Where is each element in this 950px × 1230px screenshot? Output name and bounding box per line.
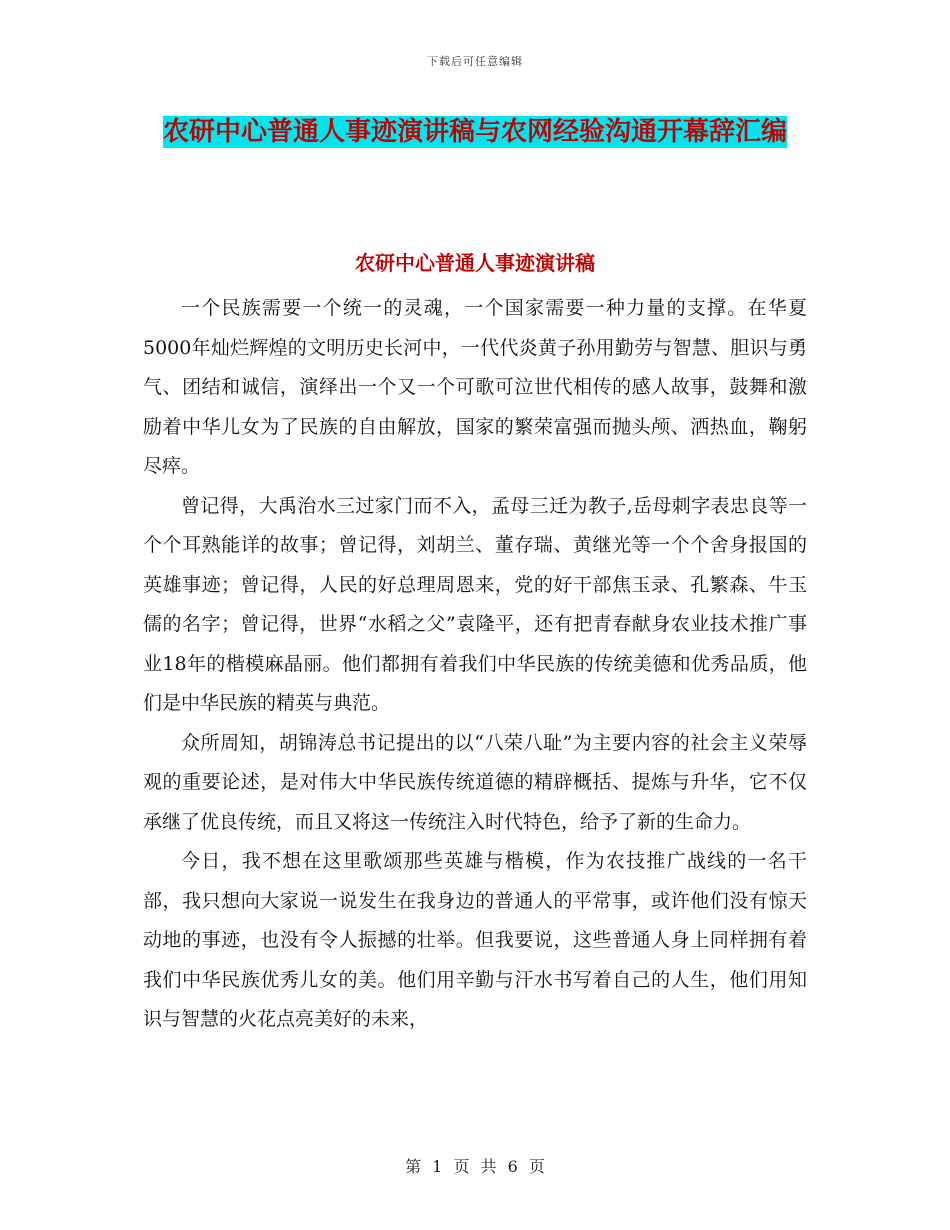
- body-paragraph: 一个民族需要一个统一的灵魂，一个国家需要一种力量的支撑。在华夏5000年灿烂辉煌的文明历史长河中，一代代炎黄子孙用勤劳与智慧、胆识与勇气、团结和诚信，演绎出一个又一个可歌可泣世代相传的感人故事，鼓舞和激励着中华儿女为了民族的自由解放，国家的繁荣富强而抛头颅、洒热血，鞠躬尽瘁。: [143, 297, 807, 477]
- body-paragraph: 众所周知，胡锦涛总书记提出的以“八荣八耻”为主要内容的社会主义荣辱观的重要论述，是对伟大中华民族传统道德的精辟概括、提炼与升华，它不仅承继了优良传统，而且又将这一传统注入时代特色，给予了新的生命力。: [143, 731, 807, 833]
- document-title-text: 农研中心普通人事迹演讲稿与农网经验沟通开幕辞汇编: [162, 117, 787, 147]
- page-footer-indicator: 第 1 页 共 6 页: [405, 1157, 545, 1176]
- page-header-note: 下载后可任意编辑: [427, 55, 523, 68]
- section-heading: 农研中心普通人事迹演讲稿: [355, 251, 595, 275]
- body-paragraph: 今日，我不想在这里歌颂那些英雄与楷模，作为农技推广战线的一名干部，我只想向大家说一说发生在我身边的普通人的平常事，或许他们没有惊天动地的事迹，也没有令人振撼的壮举。但我要说，这些普通人身上同样拥有着我们中华民族优秀儿女的美。他们用辛勤与汗水书写着自己的人生，他们用知识与智慧的火花点亮美好的未来，: [143, 850, 807, 1030]
- document-title: [120, 108, 830, 157]
- body-paragraph: 曾记得，大禹治水三过家门而不入，孟母三迁为教子,岳母刺字表忠良等一个个耳熟能详的故事；曾记得，刘胡兰、董存瑞、黄继光等一个个舍身报国的英雄事迹；曾记得，人民的好总理周恩来，党的好干部焦玉录、孔繁森、牛玉儒的名字；曾记得，世界“水稻之父”袁隆平，还有把青春献身农业技术推广事业18年的楷模麻晶丽。他们都拥有着我们中华民族的传统美德和优秀品质，他们是中华民族的精英与典范。: [143, 494, 807, 714]
- document-body: [143, 289, 807, 1040]
